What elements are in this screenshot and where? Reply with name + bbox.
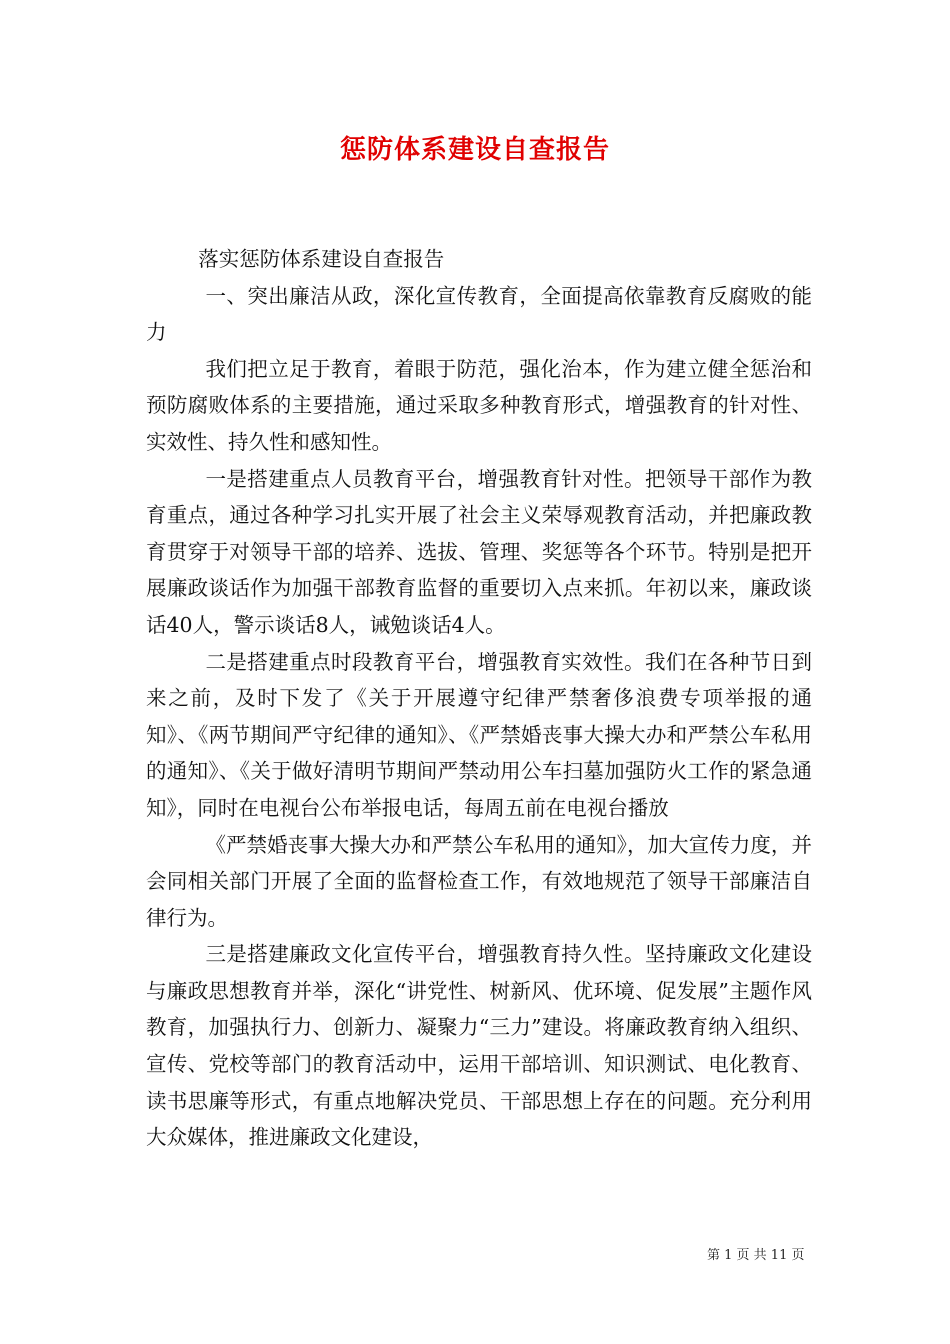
paragraph-body: 我们把立足于教育，着眼于防范，强化治本，作为建立健全惩治和预防腐败体系的主要措施，通过采取多种教育形式，增强教育的针对性、实效性、持久性和感知性。 — [146, 356, 812, 454]
page-title: 惩防体系建设自查报告 — [339, 135, 610, 165]
page-number: 第 1 页 共 11 页 — [707, 1248, 805, 1263]
paragraph-body: 二是搭建重点时段教育平台，增强教育实效性。我们在各种节日到来之前，及时下发了《关于开展遵守纪律严禁奢侈浪费专项举报的通知》、《两节期间严守纪律的通知》、《严禁婚丧事大操大办和严禁公车私用的通知》、《关于做好清明节期间严禁动用公车扫墓加强防火工作的紧急通知》，同时在电视台公布举报电话，每周五前在电视台播放 — [146, 649, 812, 820]
paragraph-subtitle: 落实惩防体系建设自查报告 — [198, 247, 445, 271]
paragraph-section-heading: 一、突出廉洁从政，深化宣传教育，全面提高依靠教育反腐败的能力 — [146, 283, 812, 345]
paragraph-body: 《严禁婚丧事大操大办和严禁公车私用的通知》，加大宣传力度，并会同相关部门开展了全面的监督检查工作，有效地规范了领导干部廉洁自律行为。 — [146, 832, 812, 930]
paragraph-body: 三是搭建廉政文化宣传平台，增强教育持久性。坚持廉政文化建设与廉政思想教育并举，深化“讲党性、树新风、优环境、促发展”主题作风教育，加强执行力、创新力、凝聚力“三力”建设。将廉政教育纳入组织、宣传、党校等部门的教育活动中，运用干部培训、知识测试、电化教育、读书思廉等形式，有重点地解决党员、干部思想上存在的问题。充分利用大众媒体，推进廉政文化建设， — [146, 942, 812, 1150]
document-body — [146, 241, 812, 1156]
paragraph-body: 一是搭建重点人员教育平台，增强教育针对性。把领导干部作为教育重点，通过各种学习扎实开展了社会主义荣辱观教育活动，并把廉政教育贯穿于对领导干部的培养、选拔、管理、奖惩等各个环节。特别是把开展廉政谈话作为加强干部教育监督的重要切入点来抓。年初以来，廉政谈话40人，警示谈话8人，诫勉谈话4人。 — [146, 466, 812, 637]
